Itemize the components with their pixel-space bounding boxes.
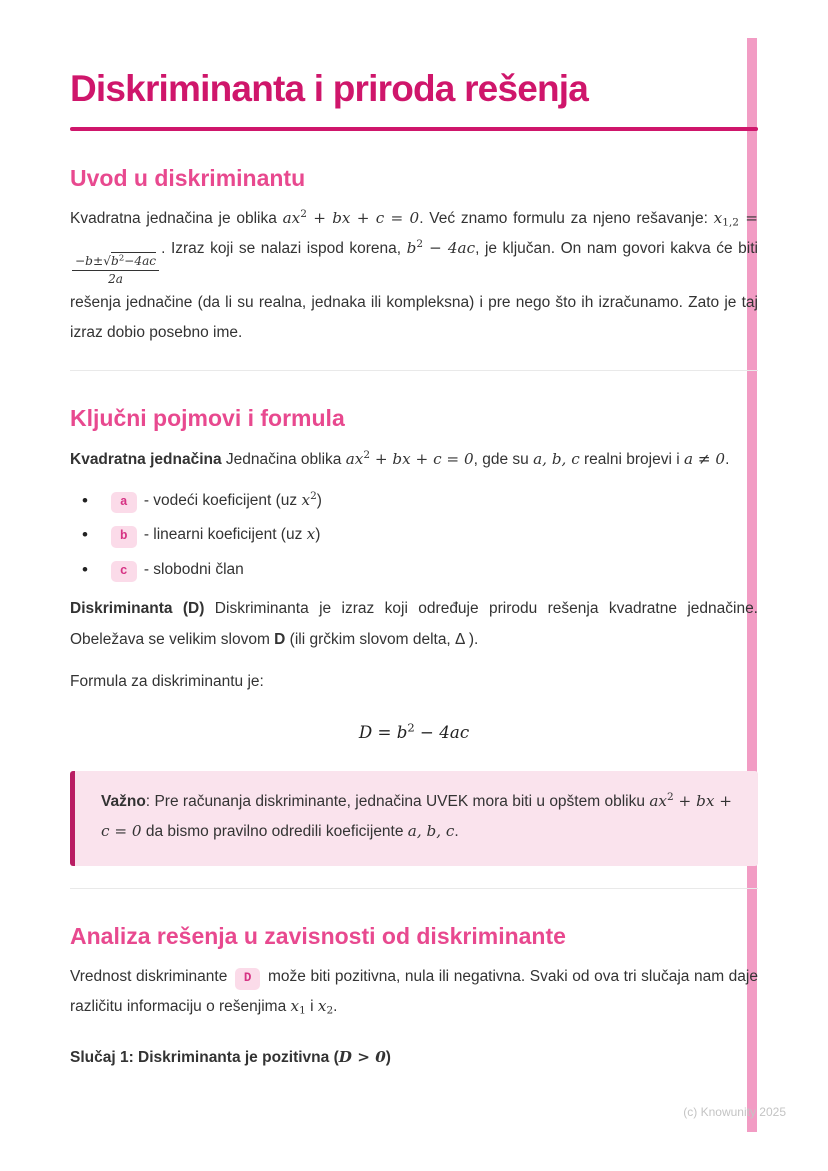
- math-run: b: [406, 239, 417, 258]
- math-superscript: 2: [118, 252, 125, 263]
- document-content: [70, 0, 758, 1073]
- list-item-b: [82, 523, 758, 548]
- math-run: 2a: [108, 271, 124, 286]
- math-run: a, b, c: [533, 449, 580, 468]
- intro-paragraph: [70, 204, 758, 348]
- radicand: [111, 252, 156, 268]
- math-run: b: [111, 254, 119, 269]
- math-run: x: [301, 490, 311, 509]
- math-run-bold: D > 0: [338, 1047, 386, 1066]
- text-run: ): [316, 491, 322, 509]
- math-superscript: 2: [363, 448, 371, 461]
- case1-title: [70, 1043, 758, 1073]
- math-run: −4ac: [124, 254, 157, 269]
- inline-code-badge: b: [111, 526, 137, 548]
- text-run: , je ključan. On nam govori kakva će biti rešenja jednačine (da li su realna, jednaka ili kompleksna) i pre nego što ih izračunamo. Zato je taj izraz dobio posebno ime.: [70, 240, 759, 341]
- definition-paragraph: [70, 445, 758, 475]
- math-run: + bx + c = 0: [101, 792, 732, 841]
- math-subscript: 2: [326, 1005, 334, 1017]
- text-run: da bismo pravilno odredili koeficijente: [141, 823, 408, 841]
- text-run: : Pre računanja diskriminante, jednačina UVEK mora biti u opštem obliku: [145, 793, 650, 811]
- math-run: a, b, c: [407, 822, 455, 841]
- math-run: + bx + c = 0: [370, 449, 474, 468]
- watermark: (c) Knowunity 2025: [683, 1105, 786, 1119]
- text-run: Kvadratna jednačina je oblika: [70, 210, 283, 228]
- text-run: Diskriminanta je izraz koji određuje prirodu rešenja kvadratne jednačine. Obeležava se velikim slovom: [70, 600, 758, 648]
- coefficient-list: [70, 489, 758, 583]
- text-run: - slobodni član: [139, 560, 244, 578]
- fraction: [72, 253, 159, 288]
- math-run: − 4ac: [414, 723, 470, 743]
- text-run: .: [333, 998, 338, 1016]
- list-item-c: [82, 558, 758, 583]
- math-superscript: 2: [407, 720, 415, 735]
- section-divider-2: [70, 888, 758, 889]
- math-run: − 4ac: [423, 239, 476, 258]
- section-divider: [70, 370, 758, 371]
- discriminant-formula: [70, 720, 758, 743]
- math-run: x: [713, 209, 723, 228]
- inline-code-badge: c: [111, 561, 137, 583]
- math-run: =: [738, 209, 758, 228]
- text-run: - linearni koeficijent (uz: [139, 526, 307, 544]
- text-run: Vrednost diskriminante: [70, 968, 232, 986]
- math-run: D = b: [358, 723, 408, 743]
- text-run: (ili grčkim slovom delta, Δ ).: [285, 630, 479, 648]
- bold-text-run: Diskriminanta (D): [70, 600, 205, 618]
- formula-intro: Formula za diskriminantu je:: [70, 672, 264, 690]
- bold-text-run: Važno: [101, 793, 146, 811]
- math-subscript: 1: [299, 1005, 306, 1017]
- list-item-a: [82, 489, 758, 514]
- math-run: x: [317, 997, 327, 1016]
- math-superscript: 2: [300, 208, 307, 221]
- math-run: + bx + c = 0: [306, 209, 420, 228]
- math-run: ax: [649, 792, 667, 811]
- inline-code-badge: D: [235, 968, 261, 990]
- text-run: realni brojevi i: [579, 450, 684, 468]
- math-run: −b±: [75, 254, 104, 269]
- bold-text-run: Kvadratna jednačina: [70, 450, 222, 468]
- text-run: .: [725, 450, 730, 468]
- fraction-denominator: [108, 271, 123, 288]
- text-run: . Izraz koji se nalazi ispod korena,: [161, 240, 407, 258]
- radical-sign: √: [103, 253, 112, 269]
- title-divider: [70, 127, 758, 131]
- text-run: može biti pozitivna, nula ili negativna. Svaki od ova tri slučaja nam daje različitu informaciju o rešenjima: [70, 968, 758, 1016]
- sqrt-expression: [103, 254, 156, 268]
- math-run: ax: [345, 449, 364, 468]
- text-run: - vodeći koeficijent (uz: [139, 491, 302, 509]
- text-run: , gde su: [473, 450, 534, 468]
- important-callout: [70, 771, 758, 865]
- math-run: a ≠ 0: [683, 449, 726, 468]
- math-subscript: 1,2: [722, 216, 739, 229]
- math-superscript: 2: [310, 490, 317, 503]
- math-run: x: [306, 525, 316, 544]
- text-run: i: [305, 998, 318, 1016]
- inline-code-badge: a: [111, 492, 137, 514]
- callout-text: [101, 787, 732, 847]
- section-heading-pojmovi: Ključni pojmovi i formula: [70, 405, 345, 432]
- analysis-paragraph: [70, 962, 758, 1022]
- math-run: ax: [282, 209, 301, 228]
- bold-text-run: D: [274, 630, 286, 648]
- discriminant-paragraph: [70, 594, 758, 654]
- text-run: .: [454, 823, 459, 841]
- bold-text-run: Slučaj 1: Diskriminanta je pozitivna (: [70, 1048, 339, 1066]
- text-run: . Već znamo formulu za njeno rešavanje:: [419, 210, 714, 228]
- section-heading-uvod: Uvod u diskriminantu: [70, 164, 306, 191]
- fraction-numerator: [72, 253, 159, 271]
- bold-text-run: ): [385, 1048, 391, 1066]
- text-run: Jednačina oblika: [221, 450, 346, 468]
- page-title: Diskriminanta i priroda rešenja: [70, 68, 589, 109]
- text-run: ): [315, 526, 321, 544]
- section-heading-analiza: Analiza rešenja u zavisnosti od diskriminante: [70, 922, 566, 949]
- math-run: x: [290, 997, 300, 1016]
- math-superscript: 2: [666, 791, 674, 804]
- math-superscript: 2: [416, 238, 424, 251]
